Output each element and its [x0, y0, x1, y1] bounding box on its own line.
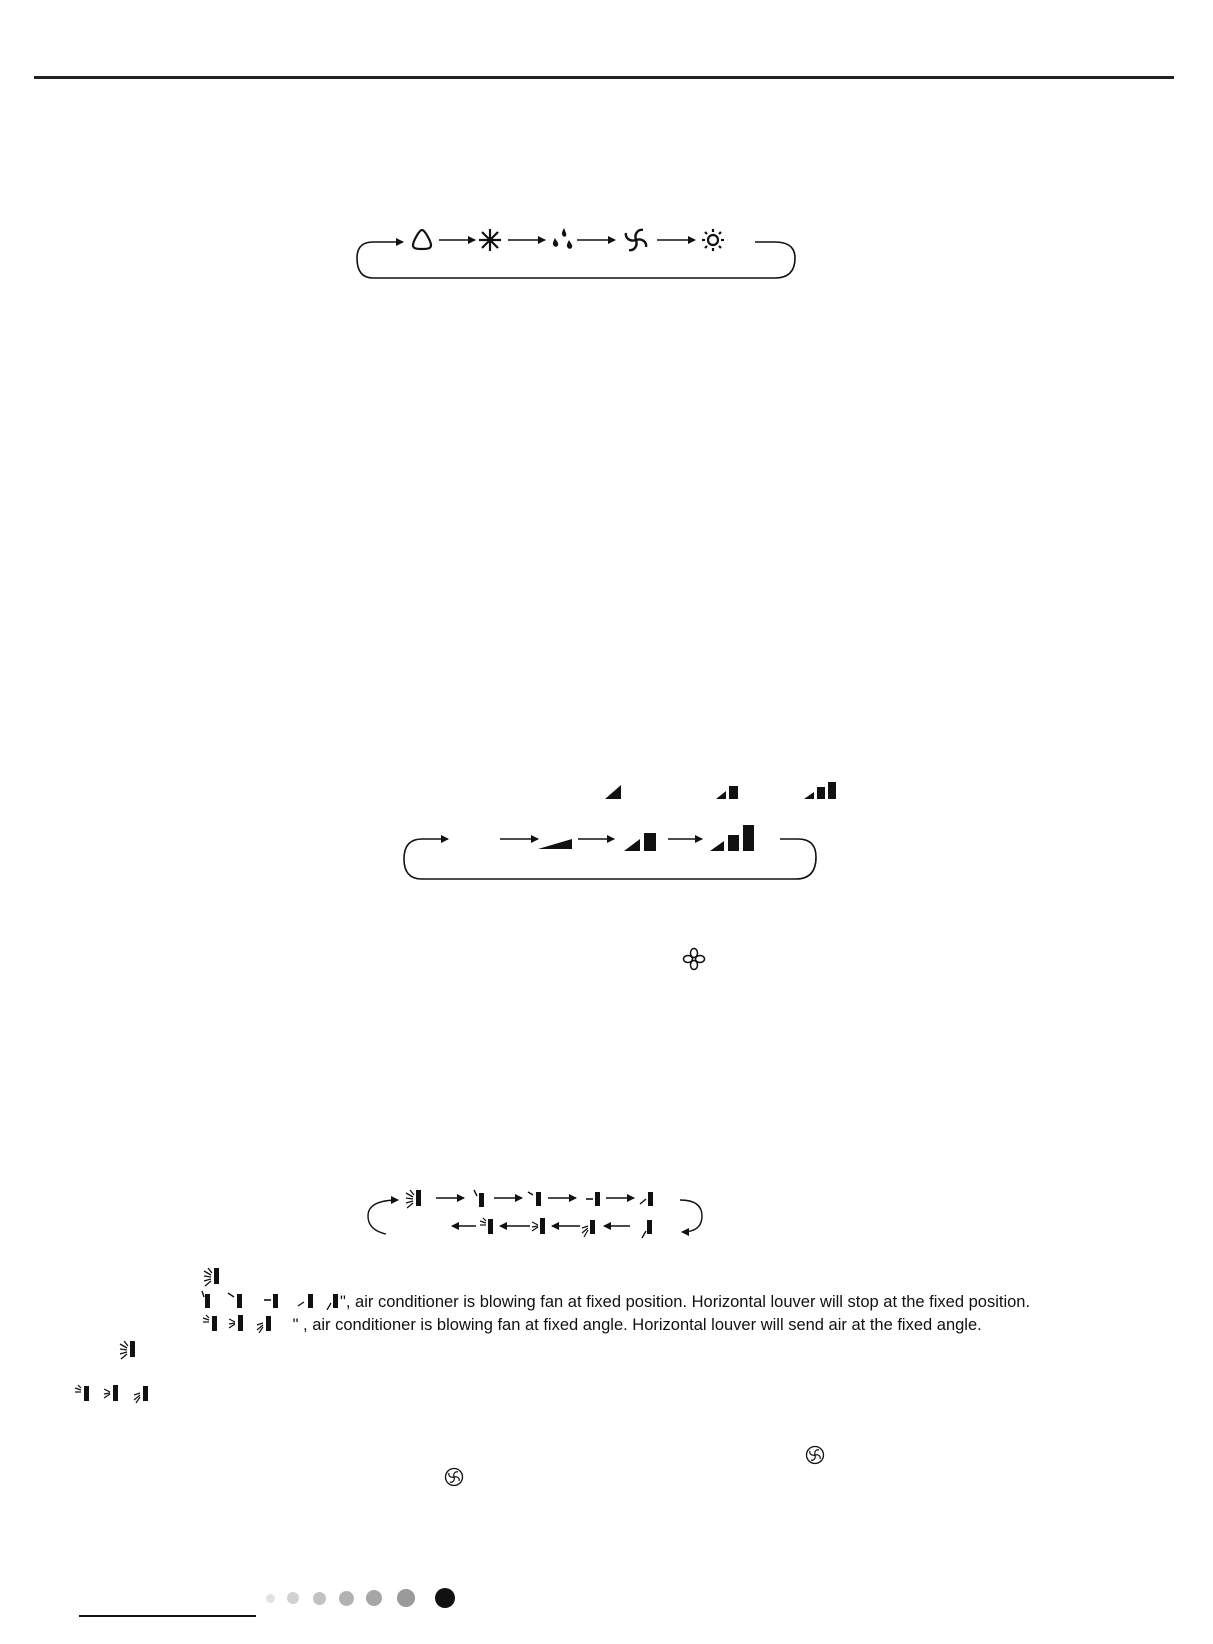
top-divider: [34, 76, 1174, 79]
angle-3-icon: [582, 1220, 595, 1237]
dry-icon: [553, 228, 572, 249]
swing-left-loop: [368, 1200, 398, 1234]
angle-1-icon: [480, 1218, 493, 1234]
fan-speed-cycle-diagram: [402, 823, 822, 885]
low-speed-icon: [605, 784, 625, 800]
footer-dot: [397, 1589, 415, 1607]
fixed-position-line: [200, 1290, 1030, 1312]
swing-all-label-icon: [203, 1267, 225, 1287]
high-speed-icon: [804, 782, 840, 800]
fixed-position-icons: [200, 1290, 340, 1310]
heat-icon: [702, 229, 724, 251]
fan-level-medium-icon: [624, 833, 656, 851]
position-5-icon: [642, 1220, 652, 1238]
swing-right-loop: [680, 1200, 702, 1232]
fixed-position-text: ", air conditioner is blowing fan at fixed position. Horizontal louver will stop at the fixed position.: [340, 1293, 1031, 1311]
footer-dot: [339, 1591, 354, 1606]
swing-all-icon: [406, 1190, 421, 1208]
circled-fan-icon: [805, 1445, 825, 1465]
angle-2-icon: [532, 1218, 545, 1234]
fixed-angle-note-icons: [74, 1383, 160, 1405]
position-4-icon: [640, 1192, 653, 1206]
medium-speed-icon: [716, 784, 742, 800]
fan-loop-line: [404, 839, 816, 879]
mode-cycle-diagram: [355, 222, 795, 284]
footer-dot: [366, 1590, 382, 1606]
fan-level-low-icon: [538, 839, 572, 849]
footer-dot: [266, 1594, 275, 1603]
footer-dot: [313, 1592, 326, 1605]
swing-all-note-icon: [119, 1340, 141, 1360]
fixed-angle-text: " , air conditioner is blowing fan at fixed angle. Horizontal louver will send air at the fixed angle.: [288, 1316, 982, 1334]
footer-rule: [79, 1615, 256, 1617]
fixed-angle-line: [202, 1313, 982, 1335]
fan-icon: [626, 230, 646, 250]
fixed-angle-icons: [202, 1313, 288, 1333]
fan-level-high-icon: [710, 825, 754, 851]
swing-cycle-diagram: [364, 1186, 714, 1246]
position-1-icon: [474, 1190, 484, 1207]
footer-dot: [435, 1588, 455, 1608]
position-2-icon: [528, 1192, 541, 1206]
position-3-icon: [586, 1192, 600, 1206]
footer-dot: [287, 1592, 299, 1604]
mode-loop-line: [357, 242, 795, 278]
fan-small-icon: [682, 947, 706, 971]
auto-icon: [413, 230, 431, 249]
circled-fan-icon: [444, 1467, 464, 1487]
cool-icon: [479, 229, 501, 251]
